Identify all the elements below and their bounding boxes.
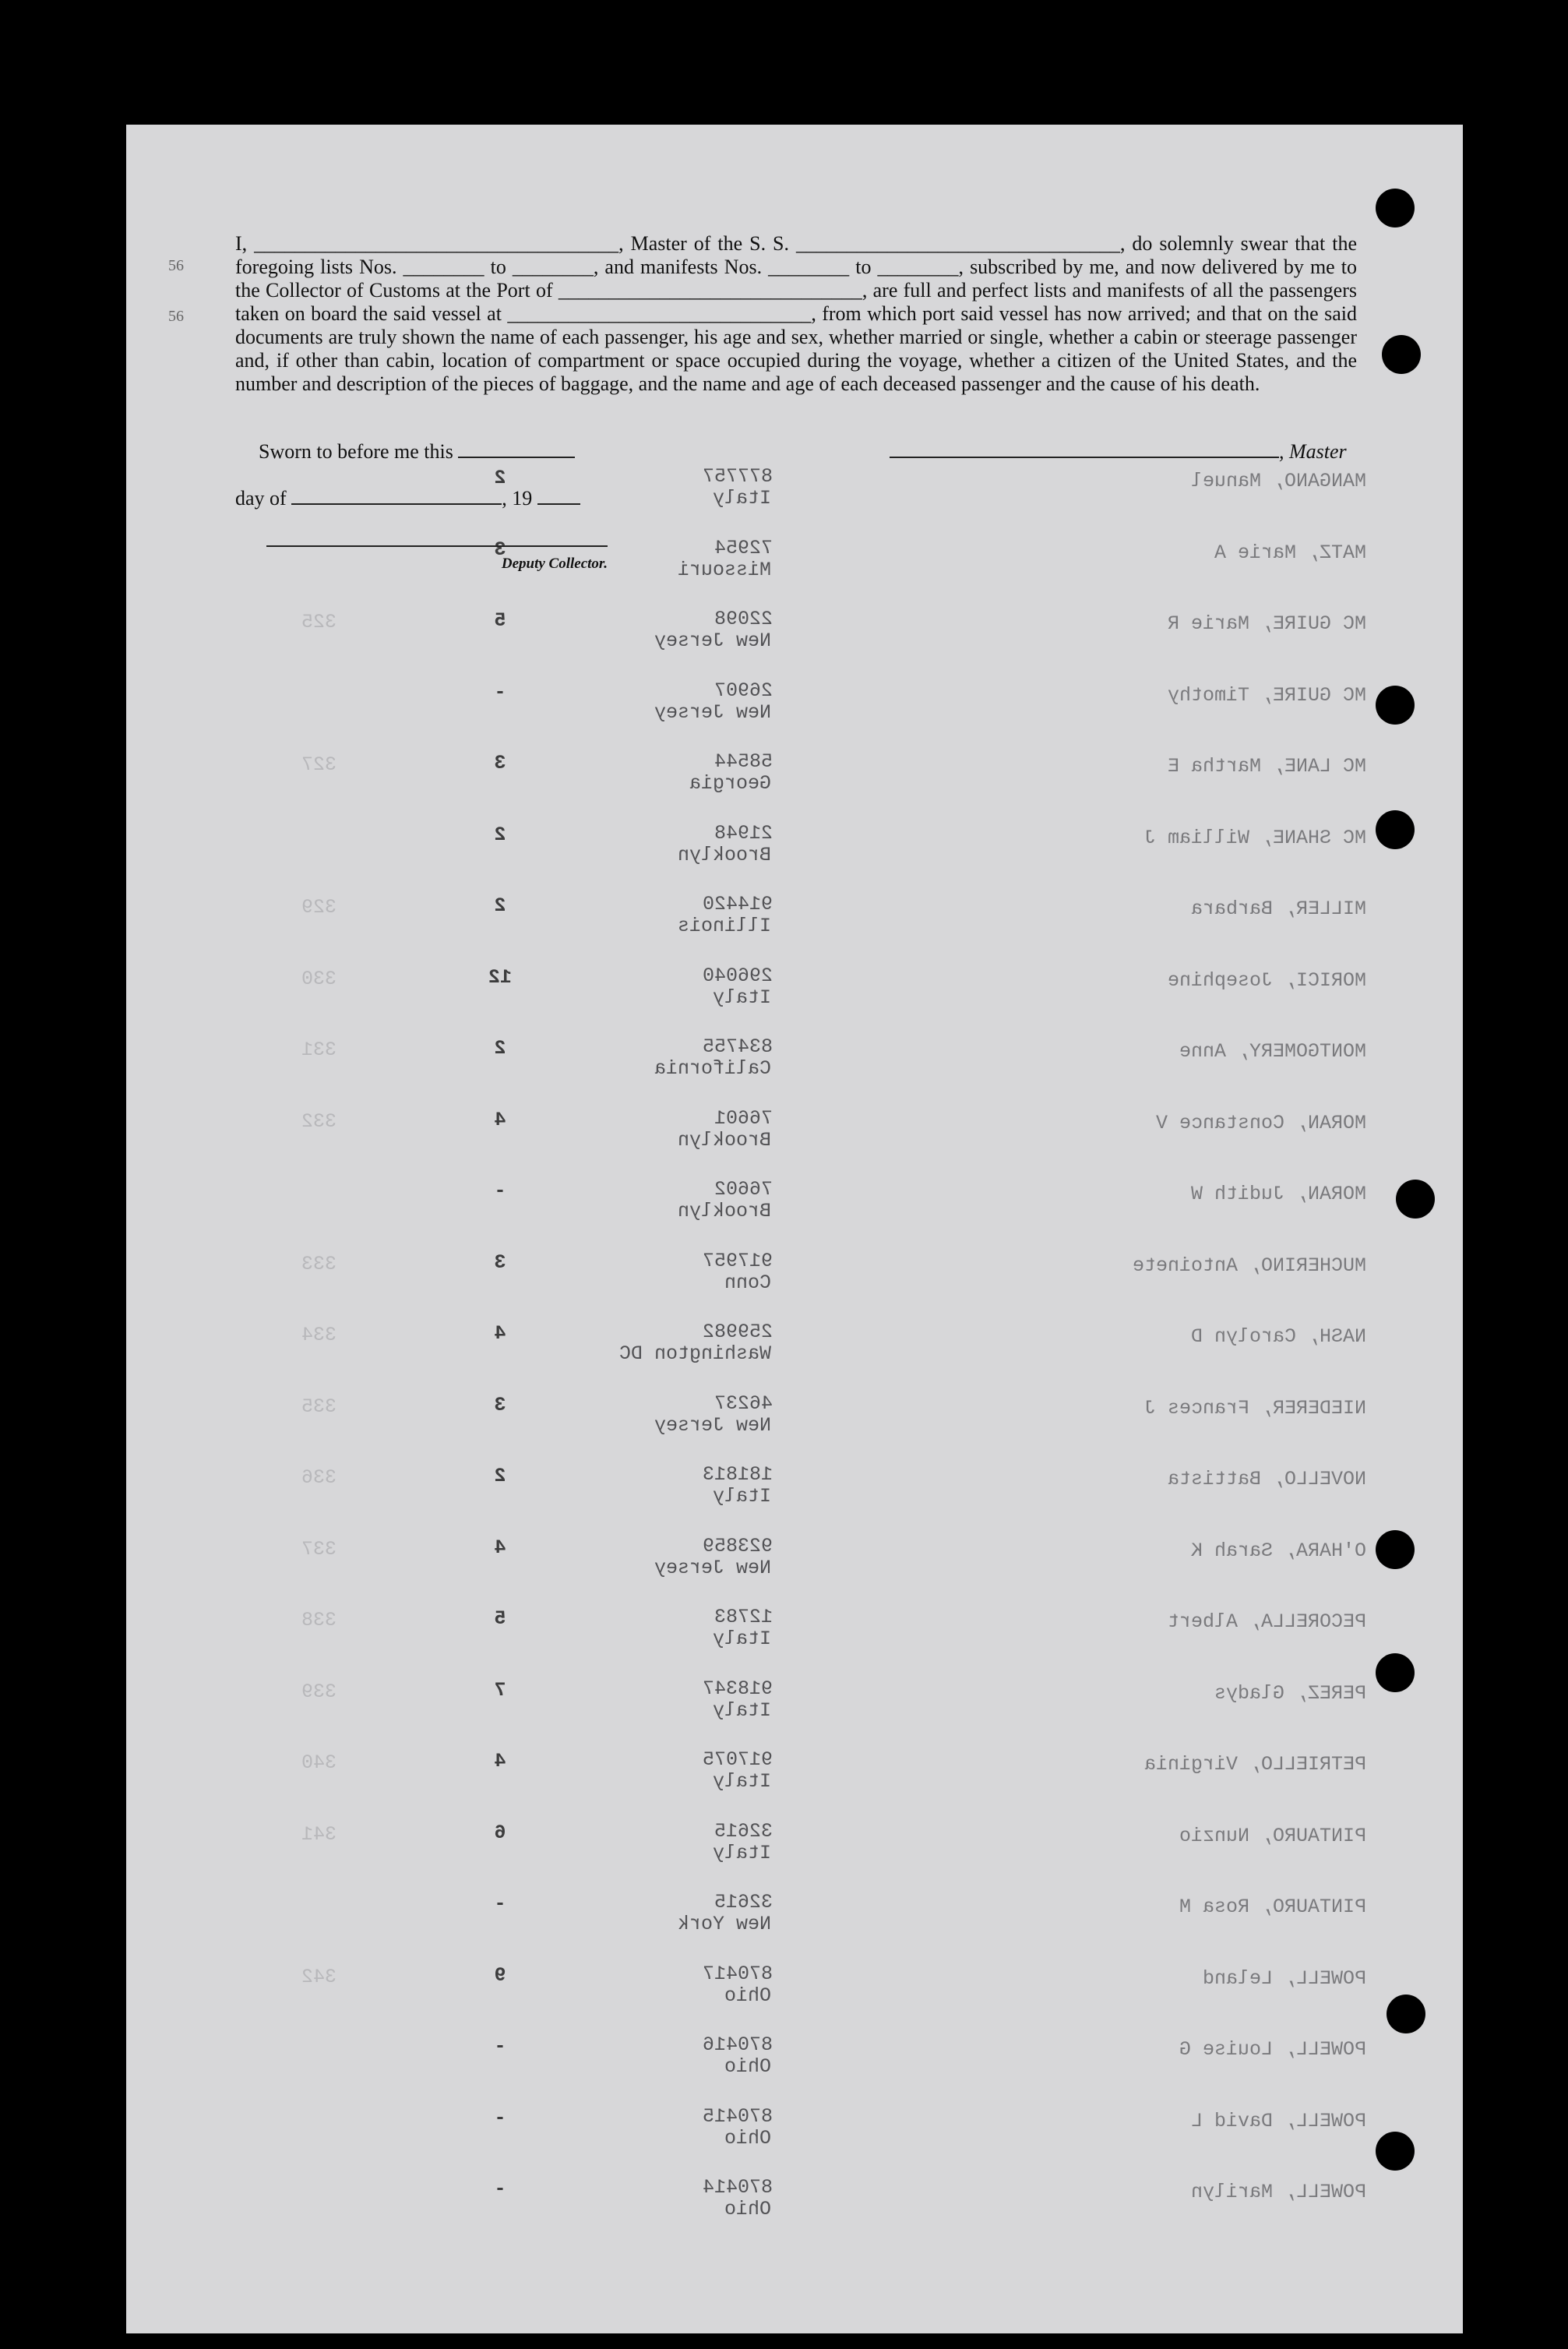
passenger-row <box>126 1676 1463 1748</box>
passenger-name: PECORELLA, Albert <box>1167 1610 1366 1633</box>
passenger-number: 58544 <box>714 750 773 773</box>
passenger-row <box>126 606 1463 678</box>
passenger-name: PETRIELLO, Virginia <box>1143 1753 1366 1776</box>
passenger-row <box>126 1747 1463 1818</box>
oath-text: I, ____________________________________, Master of the S. S. ________________________________, do solemnly swear that the foregoing lists Nos. ________ to ________, and manifests Nos. ________ to ________, subscribed by me, and now delivered by me to the Collector of Customs at the Port of ______________________________, are full and perfect lists and manifests of all the passengers taken on board the said vessel at ______________________________, from which port said vessel has now arrived; and that on the said documents are truly shown the name of each passenger, his age and sex, whether married or single, whether a cabin or steerage passenger and, if other than cabin, location of compartment or space occupied during the voyage, whether a citizen of the United States, and the number and description of the pieces of baggage, and the name and age of each deceased passenger and the cause of his death. <box>235 232 1357 395</box>
passenger-row <box>126 820 1463 892</box>
passenger-name: PEREZ, Gladys <box>1214 1681 1366 1705</box>
passenger-number: 26907 <box>714 679 773 702</box>
passenger-row <box>126 1391 1463 1462</box>
baggage-count: 2 <box>494 823 506 846</box>
passenger-number: 870415 <box>702 2104 773 2128</box>
passenger-name: MC GUIRE, Marie R <box>1167 612 1366 635</box>
passenger-number: 918347 <box>702 1677 773 1700</box>
bleedthrough-number: 333 <box>301 1252 337 1275</box>
baggage-count: 2 <box>494 1037 506 1060</box>
baggage-count: 5 <box>494 1607 506 1630</box>
passenger-row <box>126 2104 1463 2175</box>
passenger-number: 914420 <box>702 893 773 915</box>
bleedthrough-number: 340 <box>301 1751 337 1774</box>
passenger-place: California <box>654 1057 771 1080</box>
passenger-place: New Jersey <box>654 1413 771 1437</box>
passenger-place: Brooklyn <box>677 843 771 866</box>
passenger-row <box>126 678 1463 749</box>
bleedthrough-number: 329 <box>301 896 337 919</box>
passenger-name: POWELL, Louise G <box>1179 2038 1366 2061</box>
baggage-count: 3 <box>494 1393 506 1416</box>
bleedthrough-number: 331 <box>301 1039 337 1061</box>
passenger-place: Italy <box>712 1628 771 1650</box>
baggage-count: - <box>494 1180 506 1202</box>
passenger-place: New Jersey <box>654 1556 771 1579</box>
passenger-number: 72954 <box>714 536 773 559</box>
baggage-count: 2 <box>494 1465 506 1487</box>
passenger-number: 877757 <box>702 465 773 488</box>
bleedthrough-number: 327 <box>301 753 337 776</box>
baggage-count: - <box>494 680 506 704</box>
passenger-place: Illinois <box>677 915 771 937</box>
year-label: , 19 <box>502 487 533 510</box>
passenger-name: MORICI, Josephine <box>1167 968 1366 992</box>
baggage-count: 4 <box>494 1108 506 1131</box>
margin-note: 56 <box>168 308 184 325</box>
passenger-name: NIEDERER, Frances J <box>1143 1396 1366 1420</box>
passenger-row <box>126 1248 1463 1320</box>
bleedthrough-number: 339 <box>301 1680 337 1703</box>
passenger-number: 12783 <box>714 1606 773 1628</box>
punch-hole <box>1382 335 1421 374</box>
passenger-number: 259982 <box>702 1321 773 1343</box>
passenger-number: 32615 <box>714 1819 773 1843</box>
passenger-name: POWELL, Marilyn <box>1190 2181 1366 2203</box>
passenger-place: Ohio <box>724 2055 771 2078</box>
master-blank <box>890 443 1279 458</box>
passenger-number: 22098 <box>714 608 773 630</box>
passenger-row <box>126 1106 1463 1177</box>
passenger-number: 296040 <box>702 964 773 987</box>
passenger-number: 834755 <box>702 1035 773 1058</box>
passenger-number: 923859 <box>702 1534 773 1557</box>
passenger-row <box>126 535 1463 607</box>
baggage-count: 6 <box>494 1821 506 1844</box>
baggage-count: 3 <box>494 752 506 774</box>
manifest-sheet <box>126 125 1463 2333</box>
bleedthrough-number: 338 <box>301 1609 337 1631</box>
sworn-blank <box>458 443 575 458</box>
passenger-place: Brooklyn <box>677 1128 771 1152</box>
passenger-place: Washington DC <box>618 1342 771 1365</box>
sworn-label: Sworn to before me this <box>259 440 453 463</box>
passenger-row <box>126 1533 1463 1605</box>
baggage-count: 4 <box>494 1536 506 1559</box>
baggage-count: - <box>494 2035 506 2058</box>
margin-note: 56 <box>168 257 184 274</box>
master-label: , Master <box>1279 440 1347 463</box>
baggage-count: 3 <box>494 1250 506 1274</box>
passenger-place: New Jersey <box>654 630 771 652</box>
passenger-place: Italy <box>712 1485 771 1508</box>
passenger-number: 181813 <box>702 1463 773 1486</box>
baggage-count: - <box>494 2106 506 2129</box>
passenger-name: POWELL, Leland <box>1202 1966 1366 1990</box>
passenger-place: Conn <box>724 1271 771 1294</box>
passenger-number: 917075 <box>702 1748 773 1771</box>
bleedthrough-number: 335 <box>301 1395 337 1418</box>
passenger-place: Georgia <box>689 772 771 795</box>
bleedthrough-number: 341 <box>301 1822 337 1846</box>
bleedthrough-number: 334 <box>301 1324 337 1346</box>
passenger-place: Brooklyn <box>677 1200 771 1222</box>
baggage-count: 4 <box>494 1322 506 1345</box>
passenger-place: New York <box>677 1913 771 1935</box>
passenger-place: Italy <box>712 1841 771 1864</box>
passenger-name: MORAN, Judith W <box>1190 1183 1366 1205</box>
passenger-row <box>126 2032 1463 2104</box>
passenger-place: Ohio <box>724 2198 771 2220</box>
bleedthrough-number: 325 <box>301 611 337 633</box>
deputy-label: Deputy Collector. <box>501 556 608 572</box>
passenger-name: MILLER, Barbara <box>1190 898 1366 920</box>
passenger-number: 870417 <box>702 1962 773 1985</box>
bleedthrough-number: 336 <box>301 1466 337 1489</box>
passenger-place: Ohio <box>724 2126 771 2150</box>
day-of-label: day of <box>235 487 287 510</box>
passenger-row <box>126 1034 1463 1106</box>
passenger-row <box>126 1462 1463 1533</box>
passenger-row <box>126 891 1463 963</box>
passenger-name: NASH, Carolyn D <box>1190 1325 1366 1348</box>
passenger-name: MATZ, Marie A <box>1214 541 1366 564</box>
bleedthrough-number: 342 <box>301 1965 337 1988</box>
passenger-place: Italy <box>712 1770 771 1793</box>
passenger-row <box>126 963 1463 1035</box>
passenger-name: MONTGOMERY, Anne <box>1179 1040 1366 1063</box>
baggage-count: - <box>494 1892 506 1915</box>
passenger-number: 870416 <box>702 2033 773 2056</box>
baggage-count: 12 <box>488 965 513 989</box>
passenger-place: Missouri <box>677 558 771 581</box>
passenger-row <box>126 1604 1463 1676</box>
passenger-number: 76601 <box>714 1106 773 1130</box>
passenger-name: MC LANE, Martha E <box>1167 755 1366 778</box>
master-oath-paragraph <box>235 232 1357 396</box>
baggage-count: 4 <box>494 1750 506 1772</box>
passenger-name: NOVELLO, Battista <box>1167 1468 1366 1490</box>
punch-hole <box>1376 189 1415 227</box>
passenger-name: MORAN, Constance V <box>1155 1111 1366 1134</box>
baggage-count: 3 <box>494 538 506 561</box>
passenger-row <box>126 749 1463 820</box>
sworn-line <box>259 440 575 464</box>
bleedthrough-number: 332 <box>301 1109 337 1133</box>
baggage-count: 7 <box>494 1678 506 1702</box>
passenger-name: POWELL, David L <box>1190 2109 1366 2132</box>
passenger-row <box>126 464 1463 535</box>
passenger-number: 76602 <box>714 1178 773 1201</box>
passenger-row <box>126 1889 1463 1961</box>
passenger-number: 46237 <box>714 1391 773 1415</box>
baggage-count: 2 <box>494 894 506 917</box>
bleedthrough-number: 330 <box>301 967 337 990</box>
baggage-count: 9 <box>494 1963 506 1987</box>
passenger-number: 917957 <box>702 1249 773 1272</box>
passenger-row <box>126 1961 1463 2033</box>
passenger-name: MC GUIRE, Timothy <box>1167 683 1366 707</box>
passenger-place: Italy <box>712 1698 771 1722</box>
passenger-row <box>126 1176 1463 1248</box>
master-line <box>890 440 1347 464</box>
baggage-count: - <box>494 2178 506 2200</box>
baggage-count: 2 <box>494 467 506 489</box>
passenger-number: 870414 <box>702 2176 773 2199</box>
bleedthrough-number: 337 <box>301 1537 337 1561</box>
passenger-place: New Jersey <box>654 700 771 724</box>
passenger-name: O'HARA, Sarah K <box>1190 1539 1366 1562</box>
passenger-row <box>126 1818 1463 1890</box>
passenger-name: MANGANO, Manuel <box>1190 470 1366 492</box>
passenger-number: 32615 <box>714 1891 773 1913</box>
passenger-name: PINTAURO, Rosa M <box>1179 1896 1366 1918</box>
passenger-row <box>126 2174 1463 2246</box>
passenger-place: Italy <box>712 487 771 510</box>
passenger-number: 21948 <box>714 821 773 845</box>
baggage-count: 5 <box>494 609 506 632</box>
passenger-place: Ohio <box>724 1984 771 2007</box>
passenger-name: MUCHERINO, Antoinete <box>1132 1254 1366 1277</box>
passenger-name: MC SHANE, William J <box>1143 826 1366 849</box>
passenger-row <box>126 1319 1463 1391</box>
passenger-name: PINTAURO, Nunzio <box>1179 1824 1366 1847</box>
passenger-place: Italy <box>712 986 771 1009</box>
